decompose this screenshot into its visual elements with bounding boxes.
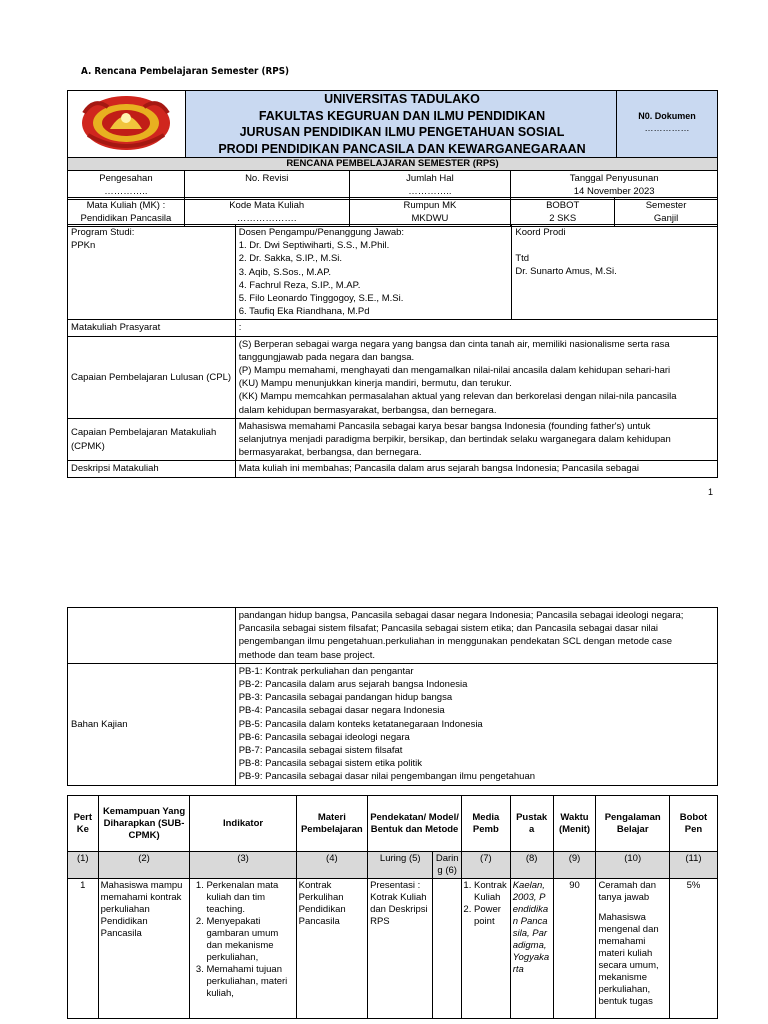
deskripsi-line: Pancasila sebagai sistem filsafat; Pancasila sebagai sistem etika; dan Pancasila sebagai dasar nilai	[238, 623, 659, 635]
row-daring	[433, 879, 462, 1019]
heading-line: UNIVERSITAS TADULAKO	[324, 92, 480, 106]
num-cell: (9)	[553, 852, 596, 879]
bahan-kajian-label: Bahan Kajian	[68, 663, 236, 785]
deskripsi-line1: Mata kuliah ini membahas; Pancasila dalam arus sejarah bangsa Indonesia; Pancasila sebagai	[235, 461, 717, 477]
kode-value: ……………….	[236, 213, 297, 224]
mk-label: Mata Kuliah (MK) :	[86, 200, 166, 211]
row-pustaka: Kaelan, 2003, Pendidikan Pancasila, Paradigma, Yogyakarta	[510, 879, 553, 1019]
col-bobot: Bobot Pen	[669, 796, 717, 852]
tanggal-cell	[511, 171, 718, 200]
rumpun-label: Rumpun MK	[403, 200, 457, 211]
bahan-kajian-list	[235, 663, 717, 785]
pengesahan-value: …………..	[104, 186, 148, 197]
num-cell: (3)	[190, 852, 296, 879]
row-pengalaman	[596, 879, 669, 1019]
num-cell: (4)	[296, 852, 367, 879]
cpl-line: (KU) Mampu menunjukkan kinerja mandiri, bermutu, dan terukur.	[238, 378, 512, 390]
cpmk-content	[235, 418, 717, 461]
col-pustaka: Pustak a	[510, 796, 553, 852]
koord-name: Dr. Sunarto Amus, M.Si.	[515, 266, 617, 278]
indikator-item: 3. Memahami tujuan perkuliahan, materi kuliah,	[206, 964, 293, 1000]
bobot-label: BOBOT	[546, 200, 580, 211]
num-cell: (1)	[68, 852, 99, 879]
rumpun-cell	[349, 198, 511, 227]
prasyarat-label: Matakuliah Prasyarat	[68, 320, 236, 336]
kode-cell	[184, 198, 349, 227]
koord-label: Koord Prodi	[515, 227, 566, 238]
pengesahan-cell	[68, 171, 185, 200]
indikator-item: 1. Perkenalan mata kuliah dan tim teaching.	[206, 880, 293, 916]
rps-continuation-table	[67, 607, 718, 786]
col-pengalaman: Pengalaman Belajar	[596, 796, 669, 852]
row-waktu: 90	[553, 879, 596, 1019]
col-pert: Pert Ke	[68, 796, 99, 852]
num-cell: (10)	[596, 852, 669, 879]
dosen-label: Dosen Pengampu/Penanggung Jawab:	[238, 227, 405, 238]
deskripsi-line: pandangan hidup bangsa, Pancasila sebagai dasar negara Indonesia; Pancasila sebagai ideologi negara;	[238, 610, 684, 621]
cpmk-line: selanjutnya menjadi paradigma berpikir, bersikap, dan bertindak selaku warganegara dalam kehidupan	[238, 434, 671, 446]
bahan-item: PB-6: Pancasila sebagai ideologi negara	[238, 731, 410, 743]
jumlah-cell	[349, 171, 511, 200]
cpl-line: tanggungjawab pada negara dan bangsa.	[238, 351, 415, 363]
page-number: 1	[707, 487, 713, 497]
rumpun-value: MKDWU	[411, 213, 449, 224]
deskripsi-cont	[235, 608, 717, 664]
university-heading	[186, 91, 618, 157]
document-header	[67, 90, 718, 158]
deskripsi-cont-label	[68, 608, 236, 664]
koord-prodi-cell	[512, 225, 718, 320]
heading-line: JURUSAN PENDIDIKAN ILMU PENGETAHUAN SOSIAL	[239, 125, 565, 139]
row-bobot: 5%	[669, 879, 717, 1019]
bahan-item: PB-7: Pancasila sebagai sistem filsafat	[238, 745, 403, 757]
bahan-item: PB-4: Pancasila sebagai dasar negara Indonesia	[238, 705, 445, 717]
cpmk-line: Mahasiswa memahami Pancasila sebagai karya besar bangsa Indonesia (founding father's) untuk	[238, 420, 651, 432]
row-luring: Presentasi : Kotrak Kuliah dan Deskripsi RPS	[368, 879, 433, 1019]
bahan-item: PB-9: Pancasila sebagai dasar nilai pengembangan ilmu pengetahuan	[238, 771, 536, 783]
bahan-item: PB-2: Pancasila dalam arus sejarah bangsa Indonesia	[238, 679, 468, 691]
tanggal-value: 14 November 2023	[573, 186, 655, 197]
dosen-item: 4. Fachrul Reza, S.IP., M.AP.	[238, 279, 361, 291]
dosen-cell	[235, 225, 512, 320]
bobot-cell	[511, 198, 615, 227]
dosen-item: 6. Taufiq Eka Riandhana, M.Pd	[238, 306, 370, 318]
bahan-item: PB-8: Pancasila sebagai sistem etika politik	[238, 758, 422, 770]
row-kemampuan: Mahasiswa mampu memahami kontrak perkuliahan Pendidikan Pancasila	[98, 879, 190, 1019]
row-indikator	[190, 879, 296, 1019]
cpl-line: dalam kehidupan bermasyarakat, berbangsa, dan bernegara.	[238, 404, 497, 416]
university-logo	[68, 91, 186, 157]
doc-number-value: ……………	[644, 123, 690, 133]
col-kemampuan: Kemampuan Yang Diharapkan (SUB-CPMK)	[98, 796, 190, 852]
row-media	[461, 879, 510, 1019]
mk-cell	[68, 198, 185, 227]
indikator-item: 2. Menyepakati gambaran umum dan mekanisme perkuliahan,	[206, 916, 293, 964]
col-pendekatan: Pendekatan/ Model/ Bentuk dan Metode	[368, 796, 462, 852]
num-cell-luring: Luring (5)	[368, 852, 433, 879]
mk-value: Pendidikan Pancasila	[80, 213, 172, 224]
dosen-item: 5. Filo Leonardo Tinggogoy, S.E., M.Si.	[238, 293, 404, 305]
program-studi-cell	[68, 225, 236, 320]
heading-line: PRODI PENDIDIKAN PANCASILA DAN KEWARGANEGARAAN	[218, 141, 586, 156]
revisi-cell	[184, 171, 349, 200]
semester-cell	[615, 198, 718, 227]
ttd-label: Ttd	[515, 253, 530, 265]
prodi-label: Program Studi:	[71, 227, 135, 238]
deskripsi-line: methode dan team base project.	[238, 649, 375, 661]
prodi-value: PPKn	[71, 240, 96, 252]
bahan-item: PB-3: Pancasila sebagai pandangan hidup bangsa	[238, 692, 453, 704]
row-pert: 1	[68, 879, 99, 1019]
section-title: A. Rencana Pembelajaran Semester (RPS)	[81, 66, 290, 77]
cpmk-label: Capaian Pembelajaran Matakuliah (CPMK)	[68, 418, 236, 461]
semester-value: Ganjil	[653, 213, 679, 224]
info-table-row2	[67, 197, 718, 227]
kode-label: Kode Mata Kuliah	[229, 200, 305, 211]
document-number-box	[616, 91, 717, 157]
media-item: 2. Power point	[474, 904, 508, 928]
cpl-line: (KK) Mampu memcahkan permasalahan aktual yang relevan dan berkorelasi dengan nilai-nila pancasila	[238, 391, 677, 403]
col-waktu: Waktu (Menit)	[553, 796, 596, 852]
deskripsi-line: pengembangan ilmu pengetahuan.perkuliahan in menggunakan pendekatan SCL dengan metode case	[238, 636, 673, 648]
col-materi: Materi Pembelajaran	[296, 796, 367, 852]
rps-info-table	[67, 224, 718, 478]
cpl-line: (P) Mampu memahami, menghayati dan mengamalkan nilai-nilai ancasila dalam kehidupan sehari-hari	[238, 365, 671, 377]
heading-line: FAKULTAS KEGURUAN DAN ILMU PENDIDIKAN	[258, 108, 546, 123]
bobot-value: 2 SKS	[549, 213, 577, 224]
num-cell: (11)	[669, 852, 717, 879]
info-table-row1	[67, 170, 718, 200]
deskripsi-label: Deskripsi Matakuliah	[68, 461, 236, 477]
bahan-item: PB-5: Pancasila dalam konteks ketatanegaraan Indonesia	[238, 718, 483, 730]
pengalaman-2: Mahasiswa mengenal dan memahami materi kuliah secara umum, mekanisme perkuliahan, bentuk tugas	[598, 912, 659, 1007]
doc-number-label: N0. Dokumen	[638, 111, 696, 121]
cpmk-line: bermasyarakat, berbangsa, dan bernegara.	[238, 447, 422, 459]
pengalaman-1: Ceramah dan tanya jawab	[598, 880, 656, 903]
cpl-label: Capaian Pembelajaran Lulusan (CPL)	[68, 336, 236, 418]
num-cell-daring: Darin g (6)	[433, 852, 462, 879]
bahan-item: PB-1: Kontrak perkuliahan dan pengantar	[238, 665, 414, 677]
jumlah-value: …………..	[408, 186, 452, 197]
cpl-content	[235, 336, 717, 418]
jumlah-label: Jumlah Hal	[406, 173, 454, 184]
dosen-item: 1. Dr. Dwi Septiwiharti, S.S., M.Phil.	[238, 240, 390, 252]
revisi-label: No. Revisi	[245, 173, 289, 184]
tanggal-label: Tanggal Penyusunan	[569, 173, 659, 184]
col-indikator: Indikator	[190, 796, 296, 852]
col-media: Media Pemb	[461, 796, 510, 852]
dosen-item: 3. Aqib, S.Sos., M.AP.	[238, 266, 331, 278]
dosen-item: 2. Dr. Sakka, S.IP., M.Si.	[238, 253, 343, 265]
semester-label: Semester	[645, 200, 687, 211]
university-emblem-icon	[68, 91, 185, 157]
media-item: 1. Kontrak Kuliah	[474, 880, 508, 904]
pengesahan-label: Pengesahan	[99, 173, 153, 184]
num-cell: (7)	[461, 852, 510, 879]
weekly-plan-table	[67, 795, 718, 1019]
num-cell: (2)	[98, 852, 190, 879]
cpl-line: (S) Berperan sebagai warga negara yang bangsa dan cinta tanah air, memiliki nasionalisme serta rasa	[238, 338, 670, 350]
prasyarat-value: :	[235, 320, 717, 336]
num-cell: (8)	[510, 852, 553, 879]
rps-subtitle: RENCANA PEMBELAJARAN SEMESTER (RPS)	[67, 157, 718, 171]
row-materi: Kontrak Perkulihan Pendidikan Pancasila	[296, 879, 367, 1019]
